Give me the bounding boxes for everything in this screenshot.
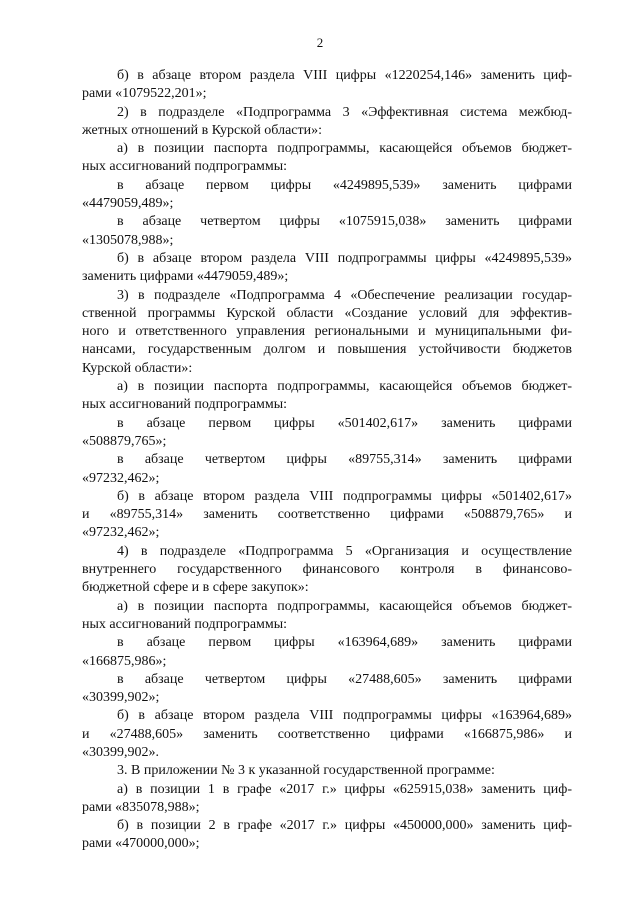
text-line: жетных отношений в Курской области»: <box>82 122 322 138</box>
text-line: ных ассигнований подпрограммы: <box>82 397 288 413</box>
text-line: в абзаце четвертом цифры «27488,605» заменить цифрами <box>117 671 572 687</box>
text-line: Курской области»: <box>82 360 193 376</box>
text-line: заменить цифрами «4479059,489»; <box>82 269 289 285</box>
text-line: «30399,902»; <box>82 690 160 706</box>
text-line: а) в позиции паспорта подпрограммы, касающейся объемов бюджет- <box>117 141 572 157</box>
text-line: «1305078,988»; <box>82 232 174 248</box>
text-line: «508879,765»; <box>82 433 167 449</box>
text-line: ного и ответственного управления региональными и муниципальными фи- <box>82 324 572 340</box>
text-line: рами «835078,988»; <box>82 799 200 815</box>
text-line: 3) в подразделе «Подпрограмма 4 «Обеспечение реализации государ- <box>117 287 572 303</box>
text-line: 4) в подразделе «Подпрограмма 5 «Организация и осуществление <box>117 543 572 559</box>
text-line: а) в позиции 1 в графе «2017 г.» цифры «625915,038» заменить циф- <box>117 781 572 797</box>
text-line: ственной программы Курской области «Создание условий для эффектив- <box>82 305 572 321</box>
text-line: рами «1079522,201»; <box>82 86 207 102</box>
text-line: 3. В приложении № 3 к указанной государственной программе: <box>117 763 495 779</box>
text-line: рами «470000,000»; <box>82 836 200 852</box>
text-line: «30399,902». <box>82 744 159 760</box>
text-line: нансами, государственным долгом и повышения устойчивости бюджетов <box>82 342 572 358</box>
text-line: в абзаце первом цифры «163964,689» заменить цифрами <box>117 635 572 651</box>
text-line: «97232,462»; <box>82 525 160 541</box>
text-line: ных ассигнований подпрограммы: <box>82 616 288 632</box>
text-line: бюджетной сфере и в сфере закупок»: <box>82 580 309 596</box>
text-line: и «27488,605» заменить соответственно цифрами «166875,986» и <box>82 726 572 742</box>
text-line: а) в позиции паспорта подпрограммы, касающейся объемов бюджет- <box>117 379 572 395</box>
text-line: а) в позиции паспорта подпрограммы, касающейся объемов бюджет- <box>117 598 572 614</box>
text-line: 2) в подразделе «Подпрограмма 3 «Эффективная система межбюд- <box>117 104 572 120</box>
text-line: в абзаце четвертом цифры «1075915,038» заменить цифрами <box>117 214 572 230</box>
page-number: 2 <box>316 35 324 50</box>
text-line: «166875,986»; <box>82 653 167 669</box>
text-line: внутреннего государственного финансового контроля в финансово- <box>82 562 572 578</box>
text-line: в абзаце первом цифры «4249895,539» заменить цифрами <box>117 177 572 193</box>
text-line: в абзаце четвертом цифры «89755,314» заменить цифрами <box>117 452 572 468</box>
text-line: в абзаце первом цифры «501402,617» заменить цифрами <box>117 415 572 431</box>
text-line: б) в абзаце втором раздела VIII подпрограммы цифры «501402,617» <box>117 488 572 504</box>
text-line: ных ассигнований подпрограммы: <box>82 159 288 175</box>
text-line: «4479059,489»; <box>82 196 174 212</box>
text-line: б) в абзаце втором раздела VIII подпрограммы цифры «163964,689» <box>117 708 572 724</box>
text-line: б) в позиции 2 в графе «2017 г.» цифры «450000,000» заменить циф- <box>117 818 572 834</box>
text-line: б) в абзаце втором раздела VIII цифры «1220254,146» заменить циф- <box>117 68 572 83</box>
text-line: и «89755,314» заменить соответственно цифрами «508879,765» и <box>82 507 572 523</box>
document-body <box>82 67 572 854</box>
text-line: «97232,462»; <box>82 470 160 486</box>
text-line: б) в абзаце втором раздела VIII подпрограммы цифры «4249895,539» <box>117 250 572 266</box>
